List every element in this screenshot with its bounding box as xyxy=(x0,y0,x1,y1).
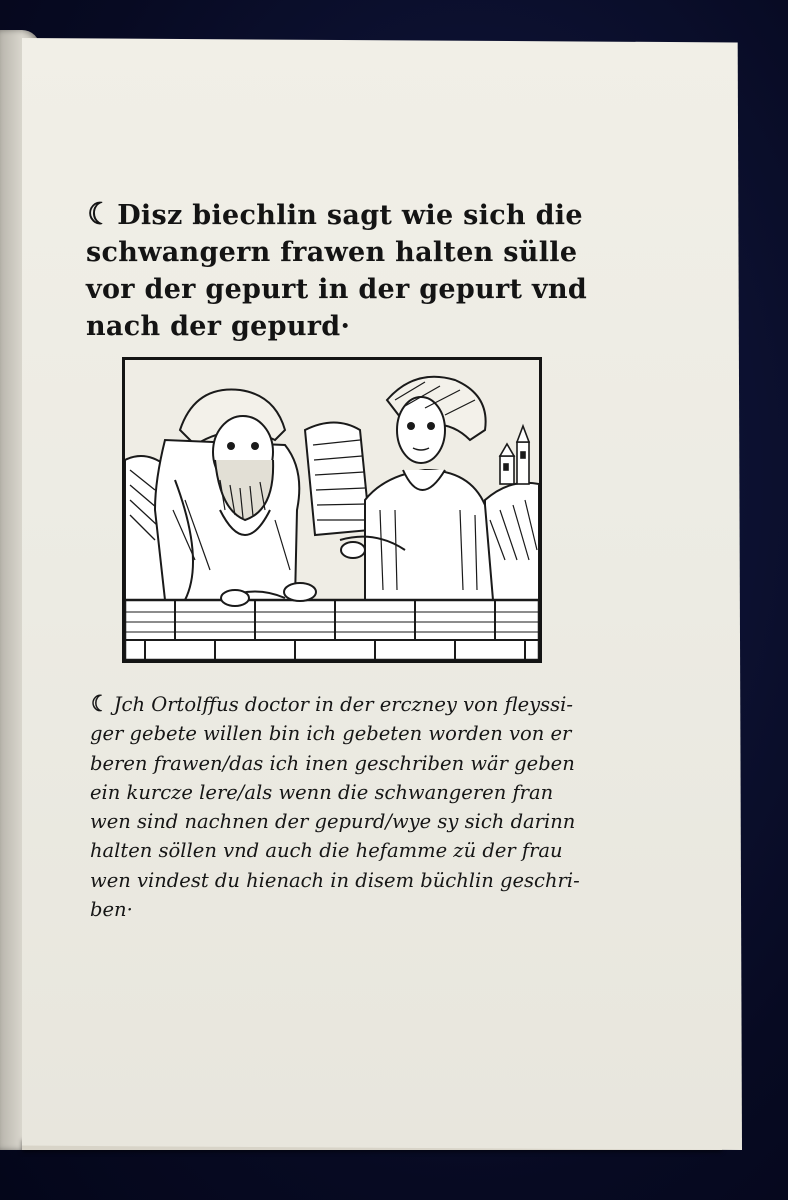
paragraph-mark-icon: ☾ xyxy=(87,197,112,232)
body-line-6: halten söllen vnd auch die hefamme zü der frau xyxy=(90,839,563,863)
heading-line-2: schwangern frawen halten sülle xyxy=(86,237,578,268)
body-line-2: ger gebete willen bin ich gebeten worden von er xyxy=(90,722,572,746)
woodcut-illustration-icon xyxy=(125,360,539,660)
body-line-5: wen sind nachnen der gepurd/wye sy sich darinn xyxy=(90,810,576,834)
body-line-7: wen vindest du hienach in disem büchlin geschri- xyxy=(90,868,580,892)
body-line-4: ein kurcze lere/als wenn die schwangeren fran xyxy=(90,780,554,804)
heading-line-4: nach der gepurd· xyxy=(86,311,351,342)
page-heading xyxy=(86,196,588,345)
heading-line-1: ☾ Disz biechlin sagt wie sich die xyxy=(87,197,583,232)
body-line-3: beren frawen/das ich inen geschriben wär geben xyxy=(90,751,575,775)
body-paragraph xyxy=(90,690,580,924)
paragraph-mark-icon: ☾ xyxy=(90,691,109,717)
body-line-1: ☾ Jch Ortolffus doctor in der erczney von fleyssi- xyxy=(90,690,570,719)
heading-line-3: vor der gepurt in der gepurt vnd xyxy=(86,274,588,305)
body-line-8: ben· xyxy=(90,898,133,922)
woodcut-illustration xyxy=(122,357,542,663)
